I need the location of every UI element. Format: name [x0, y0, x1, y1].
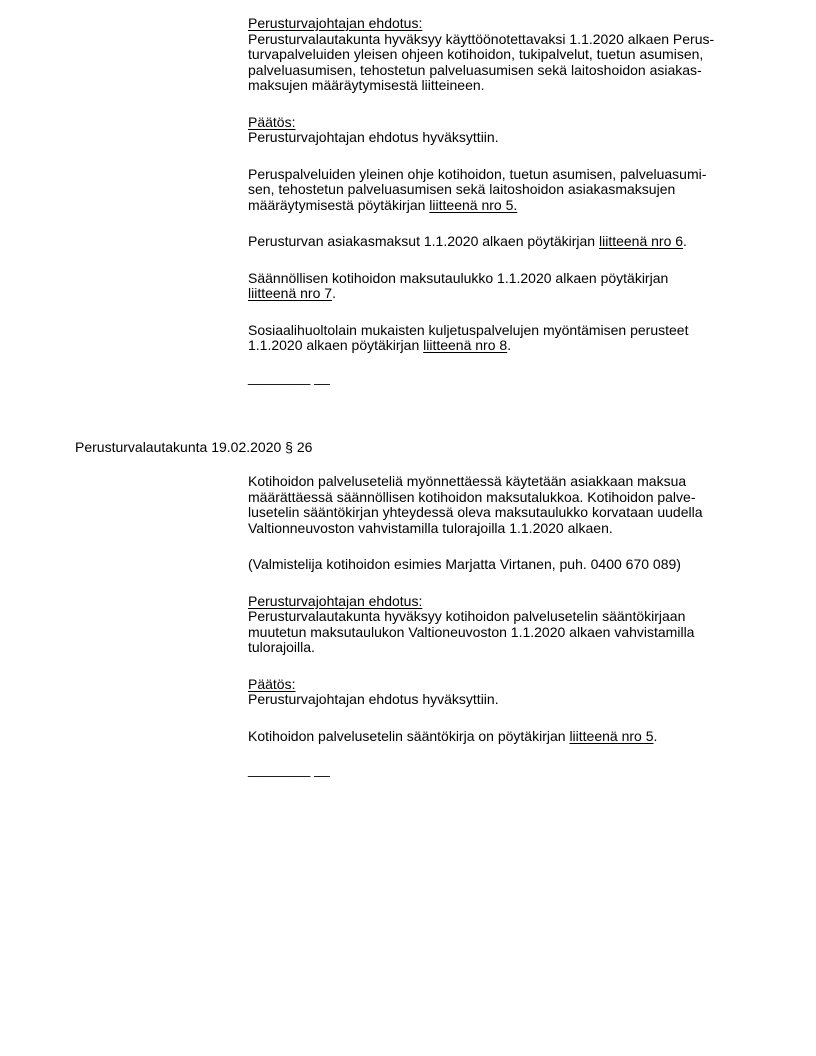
decision-block — [248, 115, 714, 146]
paragraph-text: . — [332, 285, 336, 301]
proposal-block — [248, 594, 703, 656]
paragraph-line — [248, 338, 714, 354]
paragraph-line: Perusturvalautakunta hyväksyy kotihoidon palvelusetelin sääntökirjaan — [248, 608, 686, 624]
paragraph-line: muutetun maksutaulukon Valtioneuvoston 1.1.2020 alkaen vahvistamilla — [248, 623, 695, 640]
decision-heading: Päätös: — [248, 113, 296, 130]
paragraph-line: lusetelin sääntökirjan yhteydessä oleva maksutaulukko korvataan uudella — [248, 504, 703, 520]
paragraph-line: Sosiaalihuoltolain mukaisten kuljetuspalvelujen myöntämisen perusteet — [248, 321, 689, 338]
attachment-ref-5: liitteenä nro 5. — [429, 196, 518, 213]
attachment-paragraph — [248, 323, 714, 354]
paragraph-line: Säännöllisen kotihoidon maksutaulukko 1.1.2020 alkaen pöytäkirjan — [248, 269, 669, 286]
attachment-paragraph — [248, 234, 714, 250]
committee-heading: Perusturvalautakunta 19.02.2020 § 26 — [75, 439, 313, 455]
attachment-paragraph — [248, 729, 703, 745]
paragraph-line: maksujen määräytymisestä liitteineen. — [248, 77, 485, 93]
attachment-ref-8: liitteenä nro 8 — [423, 337, 508, 353]
paragraph-line: sen, tehostetun palveluasumisen sekä laitoshoidon asiakasmaksujen — [248, 181, 676, 197]
paragraph-line: Perusturvalautakunta hyväksyy käyttöönotettavaksi 1.1.2020 alkaen Perus- — [248, 30, 715, 47]
attachment-ref-6: liitteenä nro 6 — [598, 233, 684, 249]
section-separator: ________ __ — [248, 761, 330, 777]
section-minutes-2 — [248, 474, 703, 765]
paragraph-line: Valtionneuvoston vahvistamilla tulorajoilla 1.1.2020 alkaen. — [248, 519, 613, 536]
paragraph-line: palveluasumisen, tehostetun palveluasumisen sekä laitoshoidon asiakas- — [248, 61, 702, 78]
body-paragraph — [248, 167, 714, 214]
preparer-note — [248, 557, 703, 573]
paragraph-line — [248, 286, 714, 302]
paragraph-text: 1.1.2020 alkaen pöytäkirjan — [248, 337, 424, 353]
paragraph-text: määräytymisestä pöytäkirjan — [248, 196, 430, 213]
paragraph-line: turvapalveluiden yleisen ohjeen kotihoidon, tukipalvelut, tuetun asumisen, — [248, 46, 704, 62]
paragraph-line: (Valmistelija kotihoidon esimies Marjatta Virtanen, puh. 0400 670 089) — [248, 556, 681, 572]
paragraph-line: Perusturvajohtajan ehdotus hyväksyttiin. — [248, 691, 499, 707]
paragraph-line — [248, 198, 714, 214]
section-separator: ________ __ — [248, 369, 330, 385]
proposal-block — [248, 16, 714, 94]
proposal-heading: Perusturvajohtajan ehdotus: — [248, 15, 423, 31]
attachment-ref-5b: liitteenä nro 5 — [569, 727, 654, 744]
proposal-heading: Perusturvajohtajan ehdotus: — [248, 592, 423, 609]
paragraph-line: tulorajoilla. — [248, 639, 315, 655]
paragraph-text: Perusturvan asiakasmaksut 1.1.2020 alkaen pöytäkirjan — [248, 233, 599, 249]
paragraph-text: . — [507, 337, 512, 353]
section-minutes-1 — [248, 16, 714, 375]
body-paragraph — [248, 474, 703, 536]
paragraph-line: Perusturvajohtajan ehdotus hyväksyttiin. — [248, 129, 499, 145]
decision-block — [248, 677, 703, 708]
paragraph-text: Kotihoidon palvelusetelin sääntökirja on pöytäkirjan — [248, 727, 570, 744]
paragraph-line: määrättäessä säännöllisen kotihoidon maksutalukkoa. Kotihoidon palve- — [248, 488, 696, 505]
paragraph-line: Kotihoidon palveluseteliä myönnettäessä käytetään asiakkaan maksua — [248, 473, 687, 489]
attachment-paragraph — [248, 271, 714, 302]
paragraph-line: Peruspalveluiden yleinen ohje kotihoidon, tuetun asumisen, palveluasumi- — [248, 165, 707, 182]
attachment-ref-7: liitteenä nro 7 — [248, 285, 333, 301]
paragraph-line — [248, 729, 703, 745]
decision-heading: Päätös: — [248, 675, 296, 692]
paragraph-line — [248, 234, 714, 250]
paragraph-text: . — [683, 233, 687, 249]
paragraph-text: . — [653, 727, 658, 744]
